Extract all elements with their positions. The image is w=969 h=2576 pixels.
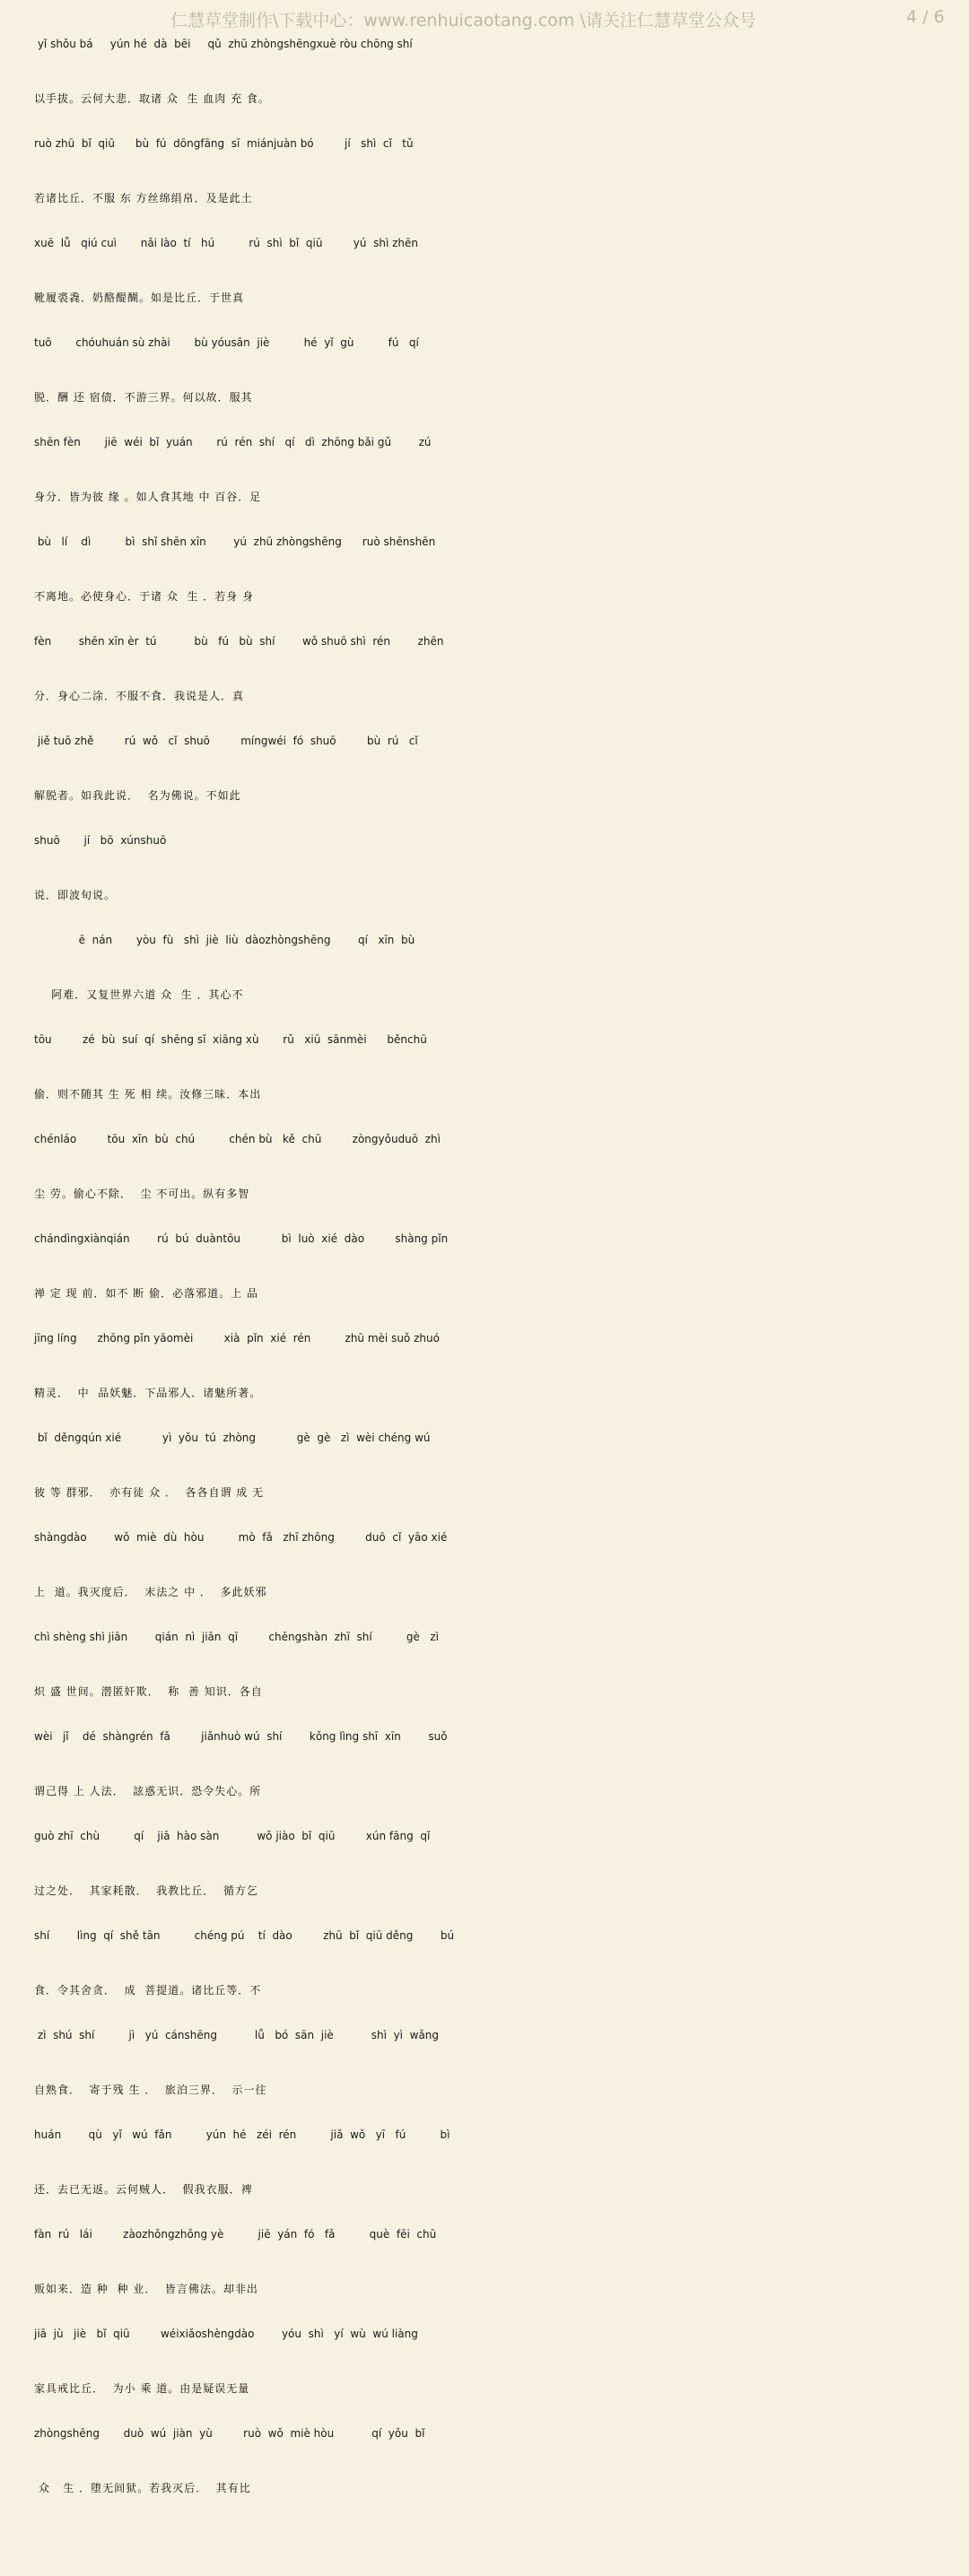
pinyin-annotation: ruò zhū bǐ qiū bù fú dōngfāng sī miánjuàn bó jí shì cǐ tǔ	[34, 137, 414, 150]
text-line	[0, 2128, 969, 2227]
pinyin-annotation: zhòngshēng duò wú jiàn yù ruò wǒ miè hòu qí yǒu bǐ	[34, 2427, 425, 2440]
hanzi-text: 若诸比丘．不服 东 方丝绵绢帛．及是此土	[34, 192, 253, 205]
pinyin-annotation: chì shèng shì jiān qián nì jiān qī chēngshàn zhī shí gè zì	[34, 1631, 439, 1643]
text-line	[0, 635, 969, 734]
hanzi-text: 说．即波旬说。	[34, 889, 117, 901]
text-line	[0, 535, 969, 634]
hanzi-text: 禅 定 现 前．如不 断 偷．必落邪道。上 品	[34, 1287, 258, 1300]
pinyin-annotation: guò zhī chù qí jiā hào sàn wǒ jiào bǐ qiū xún fāng qǐ	[34, 1830, 431, 1842]
pinyin-annotation: bù lí dì bì shǐ shēn xīn yú zhū zhòngshēng ruò shēnshēn	[34, 535, 436, 548]
text-line	[0, 2328, 969, 2426]
text-line	[0, 1631, 969, 1729]
text-line	[0, 137, 969, 236]
text-line	[0, 2427, 969, 2526]
text-line	[0, 1133, 969, 1231]
pinyin-annotation: ē nán yòu fù shì jiè liù dàozhòngshēng qí xīn bù	[34, 934, 415, 946]
pinyin-annotation: fèn shēn xīn èr tú bù fú bù shí wǒ shuō shì rén zhēn	[34, 635, 444, 648]
text-line	[0, 1730, 969, 1829]
hanzi-text: 身分．皆为彼 缘 。如人食其地 中 百谷．足	[34, 491, 262, 503]
hanzi-text: 众 生 ．堕无间狱。若我灭后． 其有比	[34, 2482, 251, 2494]
hanzi-text: 过之处． 其家耗散． 我教比丘． 循方乞	[34, 1884, 258, 1897]
pinyin-annotation: shàngdào wǒ miè dù hòu mò fǎ zhī zhōng duō cǐ yāo xié	[34, 1531, 448, 1544]
hanzi-text: 精灵． 中 品妖魅．下品邪人．诸魅所著。	[34, 1387, 262, 1399]
pinyin-annotation: bǐ děngqún xié yì yǒu tú zhòng gè gè zì wèi chéng wú	[34, 1432, 431, 1444]
pinyin-annotation: jiě tuō zhě rú wǒ cǐ shuō míngwéi fó shuō bù rú cǐ	[34, 735, 418, 747]
hanzi-text: 偷．则不随其 生 死 相 续。汝修三昧．本出	[34, 1088, 262, 1101]
hanzi-text: 食．令其舍贪． 成 菩提道。诸比丘等．不	[34, 1984, 262, 1997]
hanzi-text: 谓己得 上 人法． 詃惑无识．恐令失心。所	[34, 1785, 262, 1797]
pinyin-annotation: huán qù yǐ wú fǎn yún hé zéi rén jiǎ wǒ yī fú bì	[34, 2128, 450, 2141]
hanzi-text: 尘 劳。偷心不除． 尘 不可出。纵有多智	[34, 1188, 250, 1200]
text-line	[0, 834, 969, 933]
hanzi-text: 脱．酬 还 宿债．不游三界。何以故．服其	[34, 391, 253, 404]
pinyin-annotation: shuō jí bō xúnshuō	[34, 834, 167, 847]
hanzi-text: 还．去已无返。云何贼人． 假我衣服．裨	[34, 2183, 253, 2196]
text-line	[0, 2029, 969, 2128]
pinyin-annotation: tuō chóuhuán sù zhài bù yóusān jiè hé yǐ gù fú qí	[34, 336, 419, 349]
page-number: 4 / 6	[906, 7, 945, 27]
hanzi-text: 彼 等 群邪． 亦有徒 众 ． 各各自谓 成 无	[34, 1486, 265, 1499]
hanzi-text: 炽 盛 世间。潜匿奸欺． 称 善 知识．各自	[34, 1685, 263, 1698]
hanzi-text: 不离地。必使身心．于诸 众 生 ．若身 身	[34, 590, 255, 603]
text-line	[0, 1531, 969, 1630]
pinyin-annotation: chándìngxiànqián rú bú duàntōu bì luò xié dào shàng pǐn	[34, 1232, 449, 1245]
pinyin-annotation: shí lìng qí shě tān chéng pú tí dào zhū bǐ qiū děng bú	[34, 1929, 455, 1942]
pinyin-annotation: fàn rú lái zàozhǒngzhǒng yè jiē yán fó fǎ què fēi chū	[34, 2228, 437, 2241]
text-line	[0, 1929, 969, 2028]
hanzi-text: 阿难．又复世界六道 众 生 ．其心不	[34, 988, 244, 1001]
text-line	[0, 2228, 969, 2327]
text-line	[0, 735, 969, 833]
text-line	[0, 1332, 969, 1431]
pinyin-annotation: tōu zé bù suí qí shēng sǐ xiāng xù rǔ xiū sānmèi běnchū	[34, 1033, 427, 1046]
hanzi-text: 上 道。我灭度后． 末法之 中 ． 多此妖邪	[34, 1586, 267, 1598]
pinyin-annotation: jīng líng zhōng pǐn yāomèi xià pǐn xié rén zhū mèi suǒ zhuó	[34, 1332, 440, 1345]
hanzi-text: 以手拔。云何大悲．取诸 众 生 血肉 充 食。	[34, 92, 270, 105]
text-line	[0, 336, 969, 435]
text-line	[0, 1033, 969, 1132]
page-header	[0, 0, 969, 36]
hanzi-text: 贩如来．造 种 种 业． 皆言佛法。却非出	[34, 2283, 258, 2295]
text-line	[0, 1432, 969, 1530]
text-line	[0, 1830, 969, 1928]
pinyin-annotation: jiā jù jiè bǐ qiū wéixiǎoshèngdào yóu shì yí wù wú liàng	[34, 2328, 418, 2340]
hanzi-text: 解脱者。如我此说． 名为佛说。不如此	[34, 789, 241, 802]
pinyin-annotation: yǐ shǒu bá yún hé dà bēi qǔ zhū zhòngshēngxuè ròu chōng shí	[34, 38, 413, 50]
pinyin-annotation: xuē lǚ qiú cuì nǎi lào tí hú rú shì bǐ qiū yú shì zhēn	[34, 237, 419, 249]
text-line	[0, 1232, 969, 1331]
header-watermark-text: 仁慧草堂制作\下载中心：www.renhuicaotang.com \请关注仁慧草堂公众号	[170, 11, 756, 30]
pinyin-annotation: chénláo tōu xīn bù chú chén bù kě chū zòngyǒuduō zhì	[34, 1133, 441, 1145]
hanzi-text: 家具戒比丘． 为小 乘 道。由是疑误无量	[34, 2382, 250, 2395]
text-line	[0, 436, 969, 535]
text-line	[0, 934, 969, 1032]
pinyin-annotation: shēn fèn jiē wéi bǐ yuán rú rén shí qí dì zhōng bǎi gǔ zú	[34, 436, 432, 448]
hanzi-text: 靴履裘毳．奶酪醍醐。如是比丘．于世真	[34, 292, 245, 304]
hanzi-text: 自熟食． 寄于残 生 ． 旅泊三界． 示一往	[34, 2084, 267, 2096]
hanzi-text: 分．身心二涂．不服不食．我说是人．真	[34, 690, 245, 702]
text-line	[0, 38, 969, 136]
pinyin-annotation: zì shú shí jì yú cánshēng lǚ bó sān jiè shì yì wǎng	[34, 2029, 440, 2041]
pinyin-annotation: wèi jǐ dé shàngrén fǎ jiǎnhuò wú shí kǒng lìng shī xīn suǒ	[34, 1730, 448, 1743]
text-line	[0, 237, 969, 335]
